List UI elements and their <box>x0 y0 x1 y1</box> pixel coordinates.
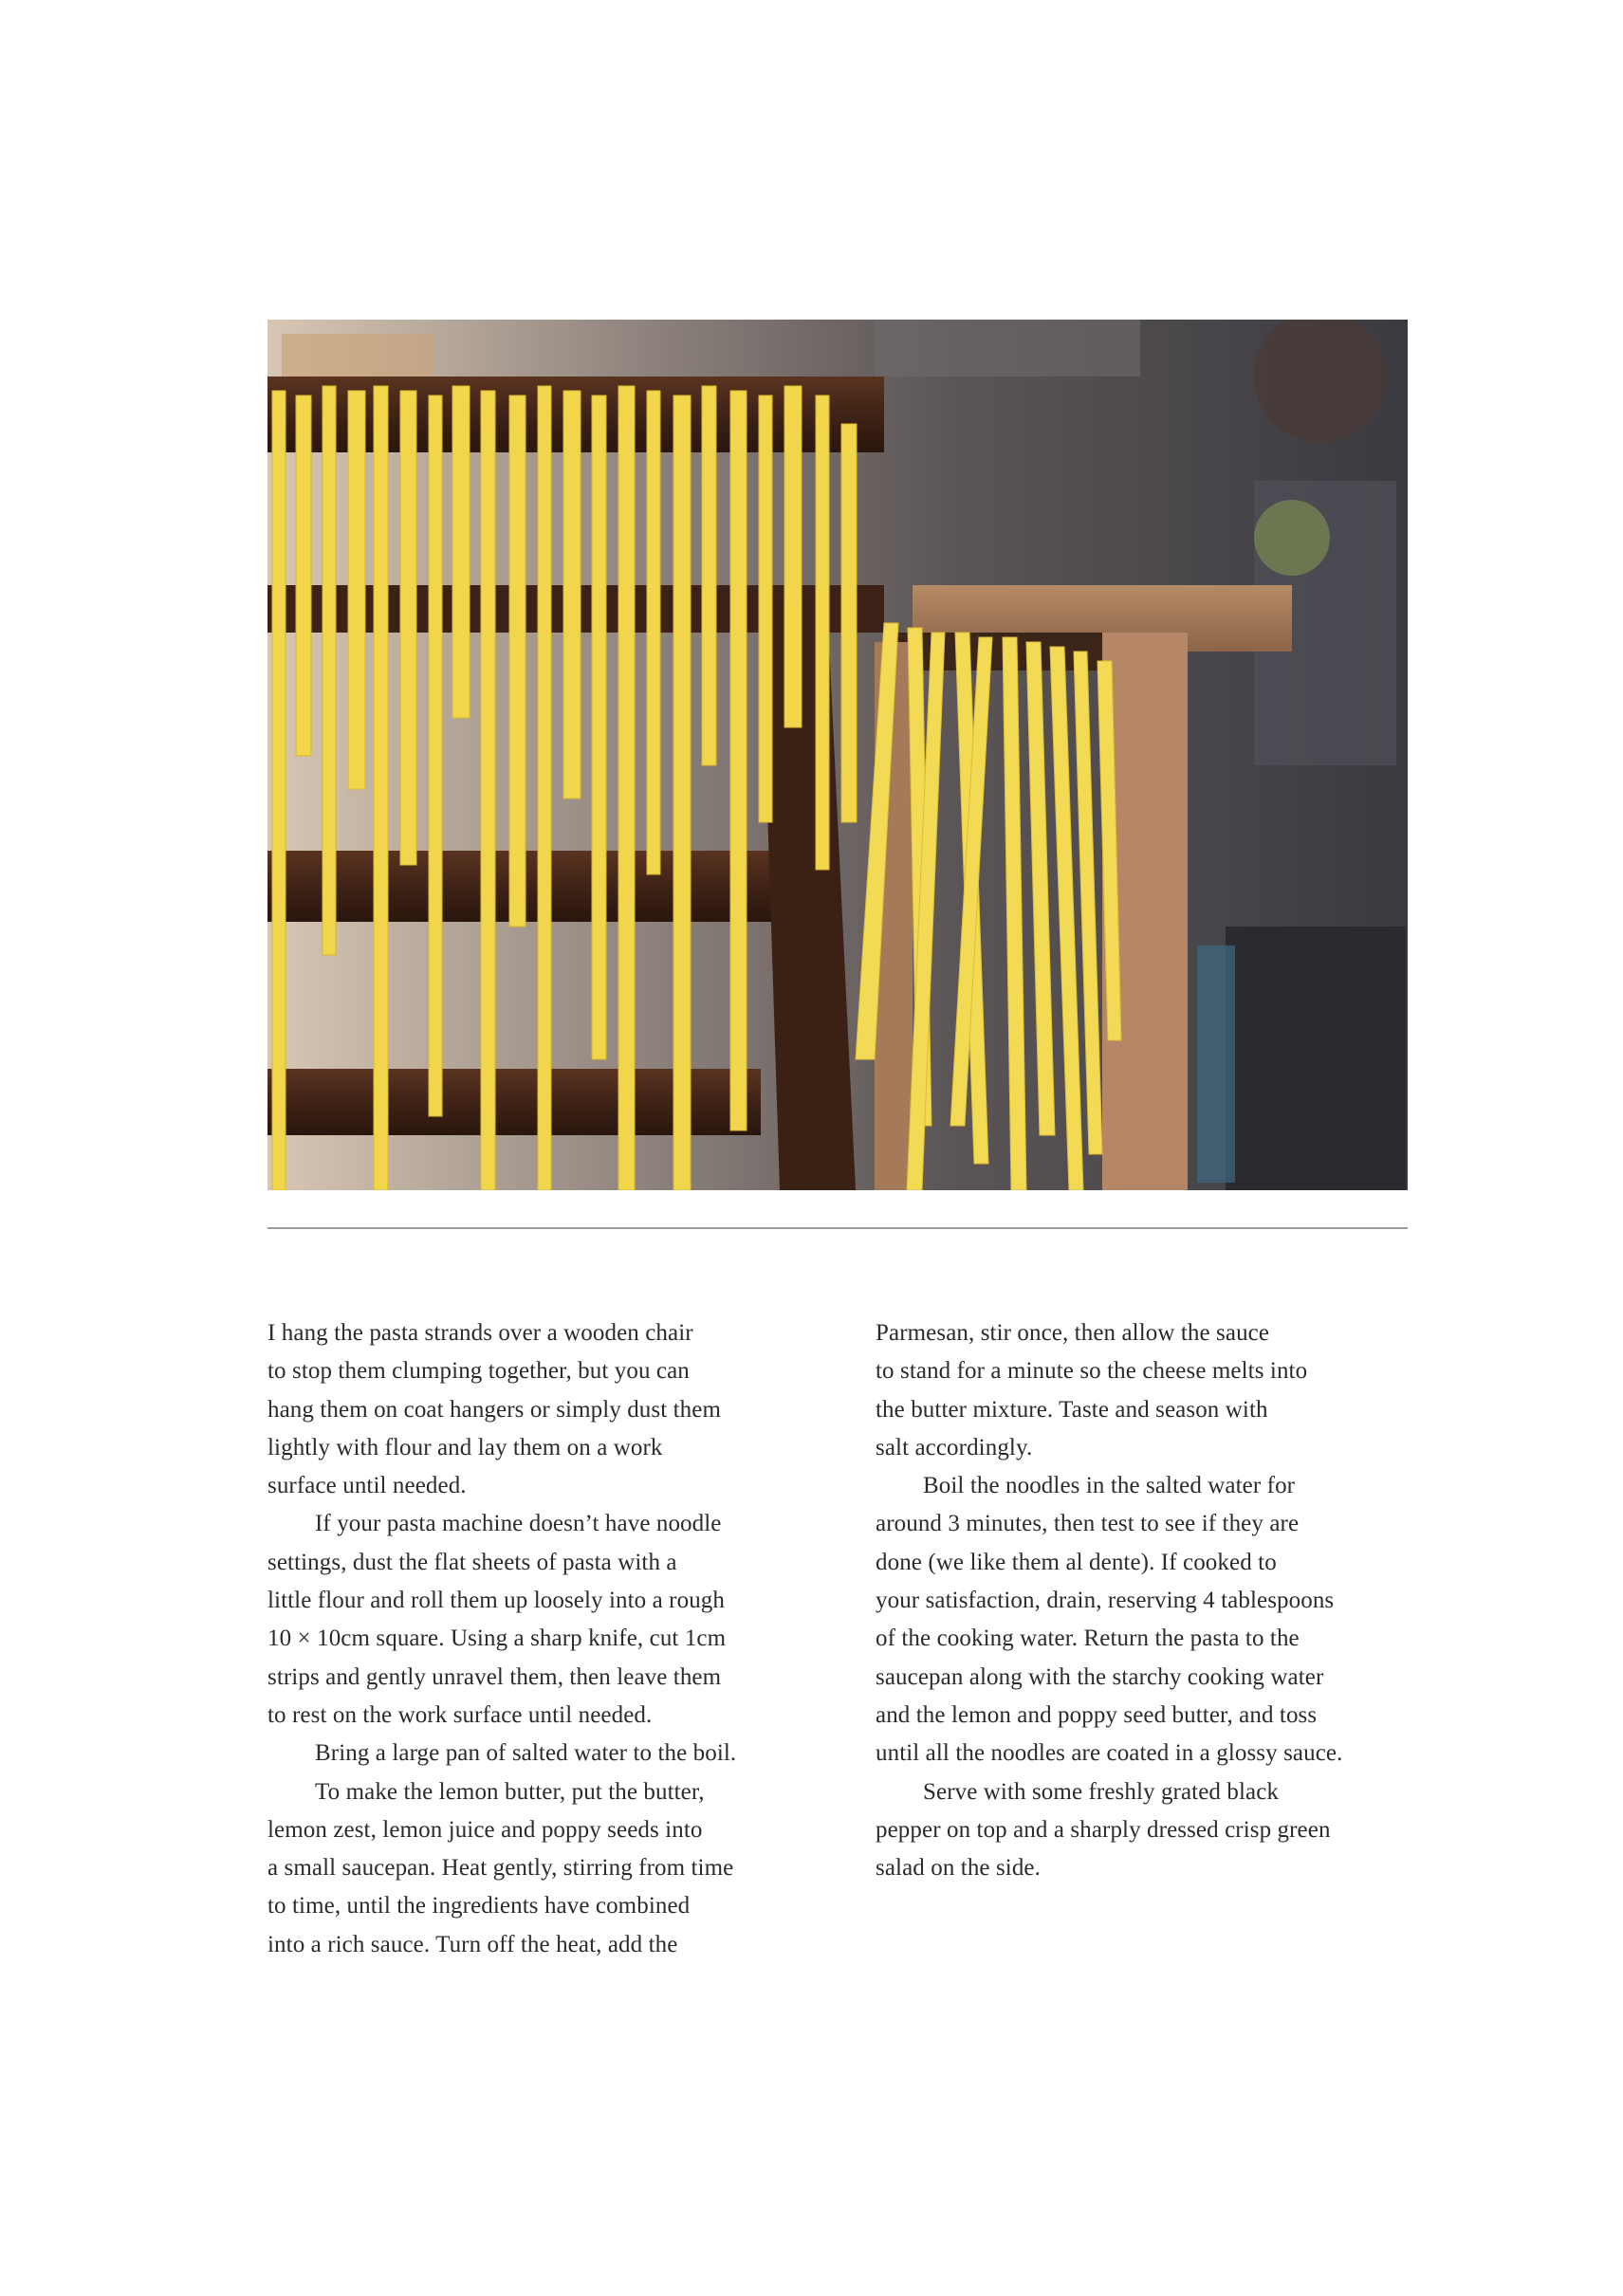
text-line: and the lemon and poppy seed butter, and toss <box>876 1701 1318 1728</box>
text-line: into a rich sauce. Turn off the heat, add the <box>267 1931 678 1957</box>
text-line: lightly with flour and lay them on a work <box>267 1434 663 1460</box>
text-line: the butter mixture. Taste and season with <box>876 1396 1268 1423</box>
text-line: I hang the pasta strands over a wooden chair <box>267 1320 693 1346</box>
text-line: until all the noodles are coated in a glossy sauce. <box>876 1740 1343 1767</box>
text-line: surface until needed. <box>267 1473 467 1499</box>
body-text-left-column <box>267 1314 818 1964</box>
text-line: To make the lemon butter, put the butter, <box>315 1778 705 1805</box>
text-line: a small saucepan. Heat gently, stirring from time <box>267 1855 734 1882</box>
text-line: to time, until the ingredients have combined <box>267 1893 691 1919</box>
text-line: settings, dust the flat sheets of pasta with a <box>267 1549 677 1575</box>
text-line: Boil the noodles in the salted water for <box>923 1473 1296 1499</box>
text-line: Serve with some freshly grated black <box>923 1778 1280 1805</box>
text-line: to rest on the work surface until needed. <box>267 1701 653 1728</box>
text-line: saucepan along with the starchy cooking water <box>876 1663 1324 1690</box>
body-text-right-column <box>876 1314 1426 1887</box>
text-line: of the cooking water. Return the pasta to the <box>876 1626 1300 1652</box>
text-line: If your pasta machine doesn’t have noodle <box>315 1511 722 1537</box>
text-line: to stop them clumping together, but you can <box>267 1358 690 1385</box>
text-line: salt accordingly. <box>876 1434 1033 1460</box>
text-line: little flour and roll them up loosely into a rough <box>267 1588 726 1614</box>
text-line: hang them on coat hangers or simply dust them <box>267 1396 722 1423</box>
text-line: done (we like them al dente). If cooked to <box>876 1549 1277 1575</box>
text-line: to stand for a minute so the cheese melts into <box>876 1358 1308 1385</box>
text-line: around 3 minutes, then test to see if they are <box>876 1511 1300 1537</box>
pasta-on-chair-illustration <box>267 320 1408 1190</box>
text-line: lemon zest, lemon juice and poppy seeds into <box>267 1816 703 1843</box>
text-line: strips and gently unravel them, then leave them <box>267 1663 722 1690</box>
text-line: 10 × 10cm square. Using a sharp knife, cut 1cm <box>267 1626 727 1652</box>
pasta-drying-photo <box>267 320 1408 1190</box>
text-line: pepper on top and a sharply dressed crisp green <box>876 1816 1331 1843</box>
text-line: Bring a large pan of salted water to the boil. <box>315 1740 737 1767</box>
text-line: your satisfaction, drain, reserving 4 tablespoons <box>876 1588 1335 1614</box>
horizontal-divider <box>267 1227 1408 1229</box>
text-line: salad on the side. <box>876 1855 1041 1882</box>
text-line: Parmesan, stir once, then allow the sauce <box>876 1320 1270 1346</box>
